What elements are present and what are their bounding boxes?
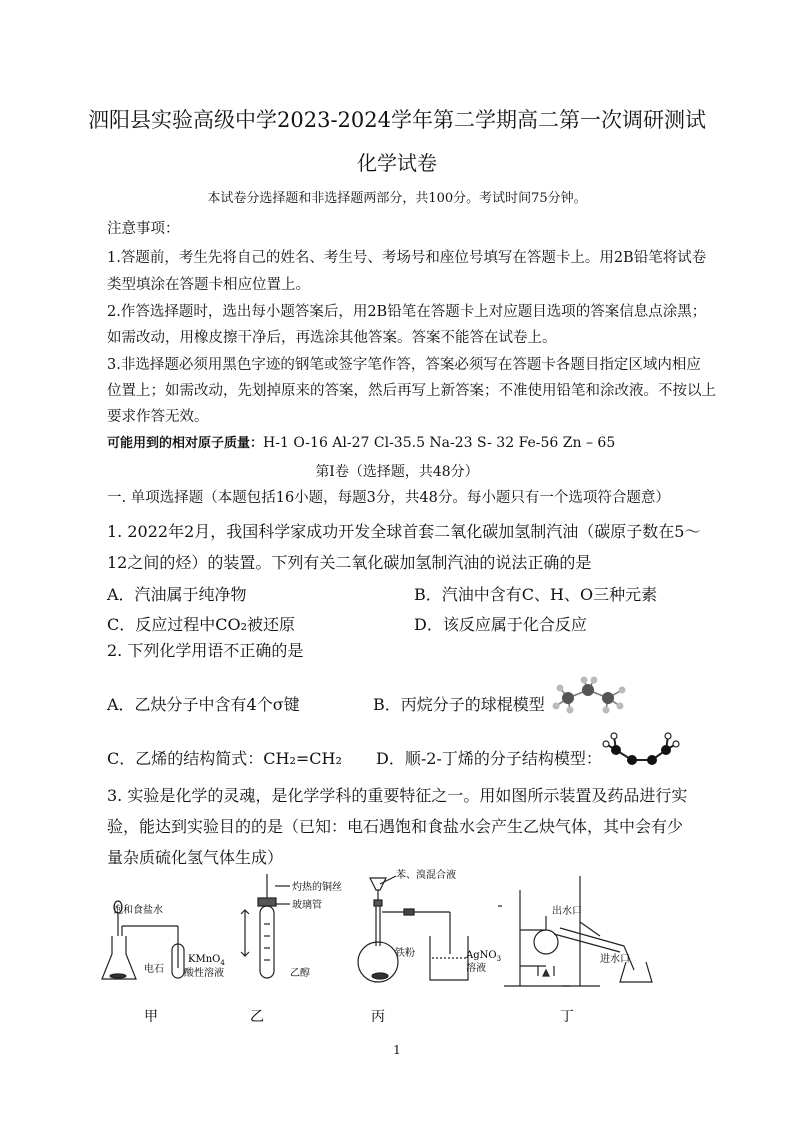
- paper-subtitle: 化学试卷: [357, 151, 437, 175]
- label-iron-powder: 铁粉: [395, 948, 415, 959]
- propane-ball-stick-model: [548, 676, 630, 718]
- notice-line: 1.答题前，考生先将自己的姓名、考生号、考场号和座位号填写在答题卡上。用2B铅笔将试卷: [107, 250, 707, 266]
- notice-line: 2.作答选择题时，选出每小题答案后，用2B铅笔在答题卡上对应题目选项的答案信息点涂黑；: [107, 304, 707, 320]
- section-title: 第Ⅰ卷（选择题，共48分）: [315, 464, 479, 480]
- label-ethanol: 乙醇: [290, 968, 310, 979]
- label-glass-tube: 玻璃管: [292, 900, 322, 911]
- q1-stem: 12之间的烃）的装置。下列有关二氧化碳加氢制汽油的说法正确的是: [107, 553, 592, 572]
- q1-option-d: D．该反应属于化合反应: [414, 615, 587, 634]
- label-water-inlet: 进水口: [600, 954, 630, 965]
- q2-option-d: D．顺-2-丁烯的分子结构模型：: [376, 749, 602, 768]
- label-acidic-solution: 酸性溶液: [184, 968, 224, 979]
- section-part-title: 一. 单项选择题（本题包括16小题，每题3分，共48分。每小题只有一个选项符合题意）: [107, 490, 670, 506]
- exam-title: 泗阳县实验高级中学2023-2024学年第二学期高二第一次调研测试: [88, 108, 706, 132]
- figure-bing: [358, 876, 468, 982]
- caption-bing: 丙: [371, 1009, 385, 1025]
- q1-option-b: B．汽油中含有C、H、O三种元素: [414, 585, 658, 604]
- label-carbide: 电石: [144, 964, 164, 975]
- q2-option-a: A．乙炔分子中含有4个σ键: [107, 695, 300, 714]
- intro-text: 本试卷分选择题和非选择题两部分，共100分。考试时间75分钟。: [207, 191, 587, 206]
- label-copper-wire: 灼热的铜丝: [292, 882, 342, 893]
- notice-line: 类型填涂在答题卡相应位置上。: [107, 277, 310, 293]
- notice-heading: 注意事项：: [107, 221, 180, 237]
- q3-stem: 量杂质硫化氢气体生成）: [107, 848, 284, 867]
- caption-ding: 丁: [560, 1009, 574, 1025]
- q2-stem: 2. 下列化学用语不正确的是: [107, 641, 304, 660]
- q2-option-c: C．乙烯的结构简式：CH₂=CH₂: [107, 749, 342, 768]
- q2-option-b: B．丙烷分子的球棍模型: [373, 695, 545, 714]
- figure-ding: [498, 876, 652, 986]
- caption-jia: 甲: [144, 1009, 158, 1025]
- notice-line: 如需改动，用橡皮擦干净后，再选涂其他答案。答案不能答在试卷上。: [107, 330, 557, 346]
- atomic-mass-values: H-1 O-16 Al-27 Cl-35.5 Na-23 S- 32 Fe-56 Zn – 65: [263, 435, 616, 451]
- label-agno3-solution: 溶液: [466, 963, 486, 974]
- figure-yi: [241, 874, 290, 978]
- q1-stem: 1. 2022年2月，我国科学家成功开发全球首套二氧化碳加氢制汽油（碳原子数在5～: [107, 522, 701, 541]
- atomic-mass-label: 可能用到的相对原子质量：: [107, 436, 264, 451]
- notice-line: 3.非选择题必须用黑色字迹的钢笔或签字笔作答，答案必须写在答题卡各题目指定区域内相应: [107, 357, 701, 373]
- label-benzene-bromine: 苯、溴混合液: [396, 870, 456, 881]
- cis-2-butene-model: [600, 726, 680, 772]
- page-number: 1: [393, 1043, 401, 1057]
- apparatus-figures: [100, 866, 700, 1026]
- notice-line: 位置上；如需改动，先划掉原来的答案，然后再写上新答案；不准使用铅笔和涂改液。不按以上: [107, 383, 716, 399]
- q1-option-c: C．反应过程中CO₂被还原: [107, 615, 296, 634]
- atomic-mass-row: [107, 432, 615, 451]
- notice-line: 要求作答无效。: [107, 409, 209, 425]
- label-salt-water: 饱和食盐水: [113, 905, 163, 916]
- q1-option-a: A．汽油属于纯净物: [107, 585, 247, 604]
- caption-yi: 乙: [250, 1009, 264, 1025]
- label-kmno4: KMnO$_4$: [188, 954, 225, 967]
- q3-stem: 3. 实验是化学的灵魂，是化学学科的重要特征之一。用如图所示装置及药品进行实: [107, 786, 688, 805]
- q3-stem: 验，能达到实验目的的是（已知：电石遇饱和食盐水会产生乙炔气体，其中会有少: [107, 817, 684, 836]
- label-agno3: AgNO$_3$: [466, 950, 502, 963]
- label-water-outlet: 出水口: [552, 906, 582, 917]
